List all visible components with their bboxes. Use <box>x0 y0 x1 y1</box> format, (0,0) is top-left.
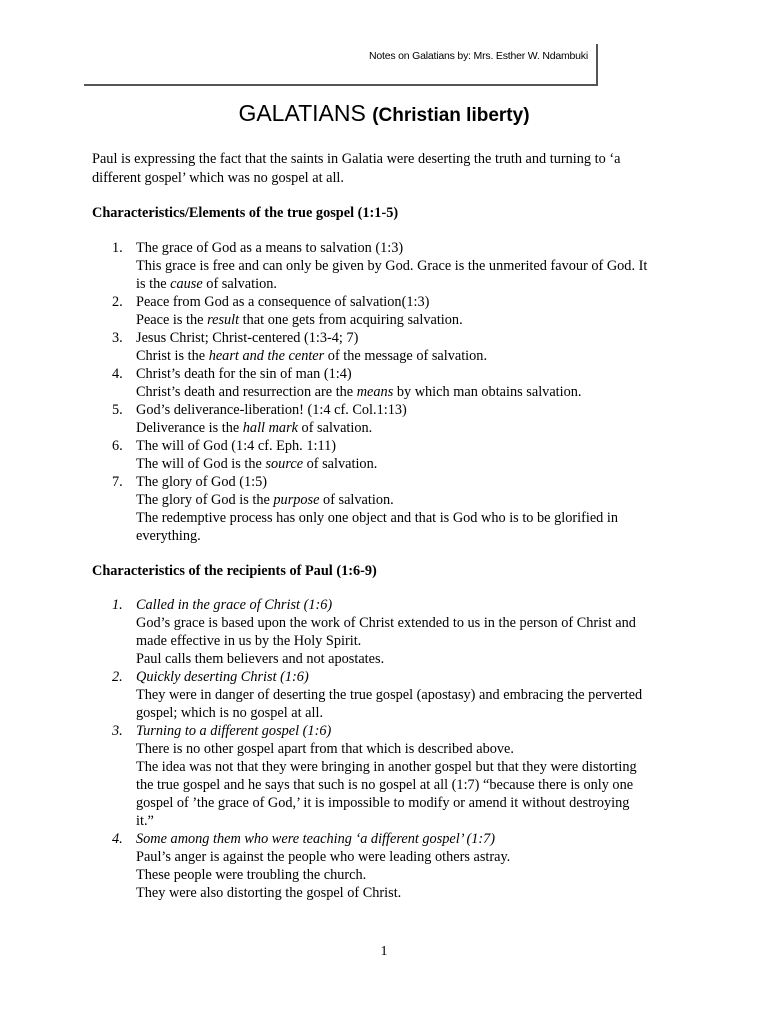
intro-paragraph <box>92 150 682 188</box>
item-heading: Peace from God as a consequence of salvation(1:3) <box>136 294 430 310</box>
item-line: Deliverance is the hall mark of salvation. <box>136 420 373 436</box>
item-line: gospel; which is no gospel at all. <box>136 705 324 721</box>
item-line: it.” <box>136 813 154 829</box>
item-number: 1. <box>112 240 123 256</box>
intro-line: different gospel’ which was no gospel at all. <box>92 170 344 186</box>
page-header <box>84 44 598 86</box>
item-heading: Quickly deserting Christ (1:6) <box>136 669 309 685</box>
item-line: There is no other gospel apart from that which is described above. <box>136 741 514 757</box>
item-number: 5. <box>112 402 123 418</box>
list-item <box>112 401 682 437</box>
item-line: made effective in us by the Holy Spirit. <box>136 633 362 649</box>
item-line: Peace is the result that one gets from acquiring salvation. <box>136 312 463 328</box>
item-line: This grace is free and can only be given by God. Grace is the unmerited favour of God. It <box>136 258 648 274</box>
item-number: 6. <box>112 438 123 454</box>
item-line: gospel of ’the grace of God,’ it is impossible to modify or amend it without destroying <box>136 795 630 811</box>
item-line: everything. <box>136 528 201 544</box>
item-line: Christ’s death and resurrection are the means by which man obtains salvation. <box>136 384 582 400</box>
list-item <box>112 293 682 329</box>
list-item <box>112 596 682 668</box>
item-line: is the cause of salvation. <box>136 276 277 292</box>
header-vertical-rule <box>596 44 598 84</box>
item-line: Paul calls them believers and not apostates. <box>136 651 385 667</box>
title-subtitle: (Christian liberty) <box>372 105 530 126</box>
list-item <box>112 437 682 473</box>
item-line: the true gospel and he says that such is no gospel at all (1:7) “because there is only one <box>136 777 634 793</box>
item-line: These people were troubling the church. <box>136 867 367 883</box>
item-number: 2. <box>112 294 123 310</box>
intro-line: Paul is expressing the fact that the saints in Galatia were deserting the truth and turning to ‘a <box>92 151 621 167</box>
item-line: The idea was not that they were bringing in another gospel but that they were distorting <box>136 759 637 775</box>
list-item <box>112 239 682 293</box>
item-number: 1. <box>112 597 123 613</box>
item-line: They were in danger of deserting the true gospel (apostasy) and embracing the perverted <box>136 687 643 703</box>
item-number: 4. <box>112 831 123 847</box>
section-heading: Characteristics of the recipients of Paul (1:6-9) <box>92 563 377 579</box>
item-line: God’s grace is based upon the work of Christ extended to us in the person of Christ and <box>136 615 636 631</box>
item-line: The redemptive process has only one object and that is God who is to be glorified in <box>136 510 619 526</box>
page-title <box>0 100 768 127</box>
item-heading: God’s deliverance-liberation! (1:4 cf. Col.1:13) <box>136 402 407 418</box>
item-line: The will of God is the source of salvation. <box>136 456 378 472</box>
list-item <box>112 473 682 545</box>
item-number: 3. <box>112 330 123 346</box>
item-line: Paul’s anger is against the people who were leading others astray. <box>136 849 511 865</box>
item-heading: The will of God (1:4 cf. Eph. 1:11) <box>136 438 336 454</box>
section-heading: Characteristics/Elements of the true gospel (1:1-5) <box>92 205 399 221</box>
list-item <box>112 722 682 830</box>
list-item <box>112 830 682 902</box>
list-item <box>112 668 682 722</box>
page-number: 1 <box>380 944 388 959</box>
item-heading: Christ’s death for the sin of man (1:4) <box>136 366 352 382</box>
title-main: GALATIANS <box>238 100 366 126</box>
item-heading: The grace of God as a means to salvation (1:3) <box>136 240 404 256</box>
item-number: 3. <box>112 723 123 739</box>
item-number: 7. <box>112 474 123 490</box>
true-gospel-list <box>112 239 682 545</box>
item-number: 2. <box>112 669 123 685</box>
list-item <box>112 329 682 365</box>
item-heading: Turning to a different gospel (1:6) <box>136 723 332 739</box>
item-line: They were also distorting the gospel of Christ. <box>136 885 402 901</box>
item-heading: The glory of God (1:5) <box>136 474 268 490</box>
header-text: Notes on Galatians by: Mrs. Esther W. Ndambuki <box>369 50 588 62</box>
item-heading: Called in the grace of Christ (1:6) <box>136 597 333 613</box>
item-line: The glory of God is the purpose of salvation. <box>136 492 394 508</box>
item-heading: Some among them who were teaching ‘a different gospel’ (1:7) <box>136 831 496 847</box>
recipients-list <box>112 596 682 902</box>
item-number: 4. <box>112 366 123 382</box>
list-item <box>112 365 682 401</box>
item-line: Christ is the heart and the center of the message of salvation. <box>136 348 488 364</box>
item-heading: Jesus Christ; Christ-centered (1:3-4; 7) <box>136 330 359 346</box>
